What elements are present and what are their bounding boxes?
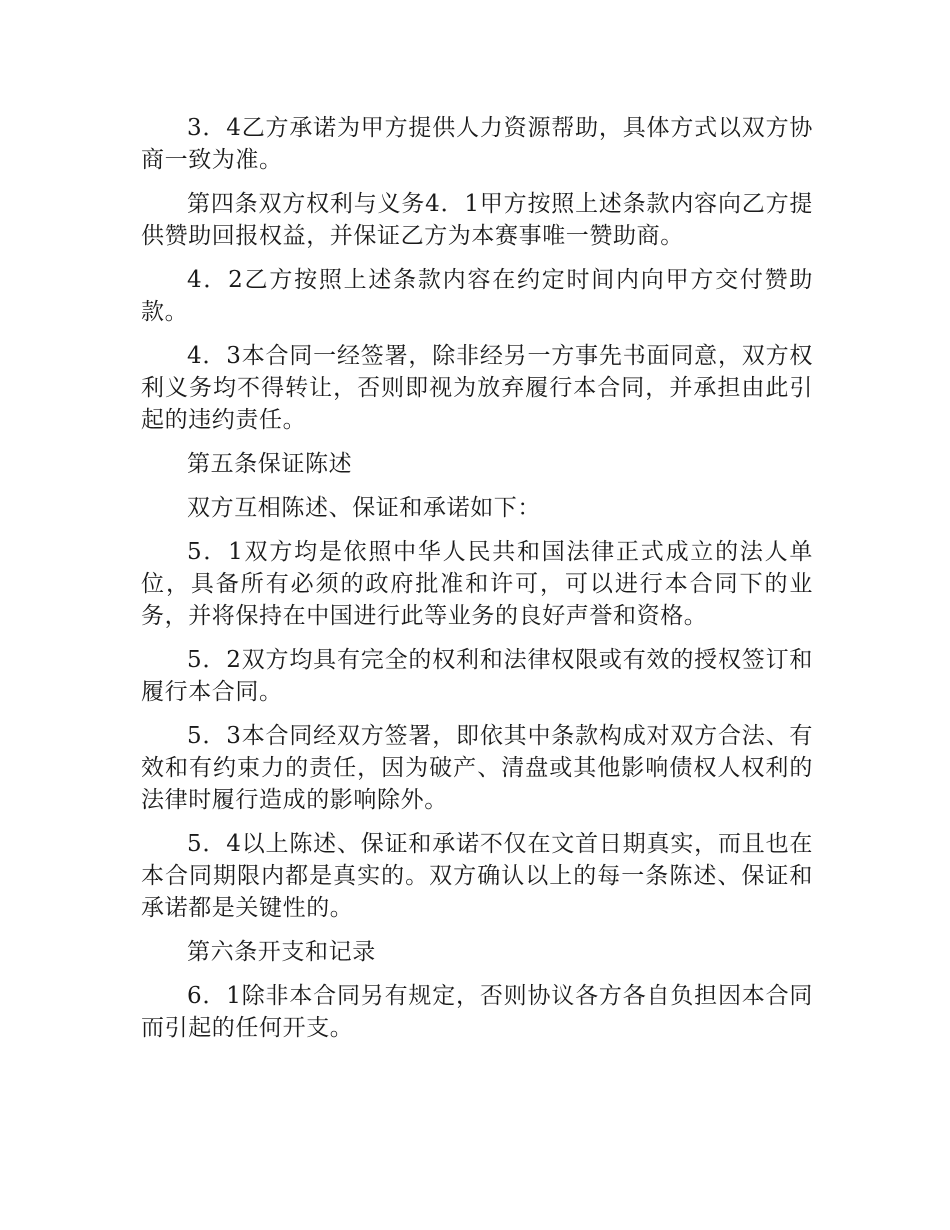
paragraph-5-4: 5．4以上陈述、保证和承诺不仅在文首日期真实，而且也在本合同期限内都是真实的。双方确认以上的每一条陈述、保证和承诺都是关键性的。 — [141, 831, 813, 921]
paragraph-4-3: 4．3本合同一经签署，除非经另一方事先书面同意，双方权利义务均不得转让，否则即视为放弃履行本合同，并承担由此引起的违约责任。 — [141, 343, 813, 433]
paragraph-4-2: 4．2乙方按照上述条款内容在约定时间内向甲方交付赞助款。 — [141, 267, 813, 325]
paragraph-6-1: 6．1除非本合同另有规定，否则协议各方各自负担因本合同而引起的任何开支。 — [141, 983, 813, 1041]
document-body — [141, 112, 813, 1056]
paragraph-intro-5: 双方互相陈述、保证和承诺如下： — [187, 495, 541, 521]
paragraph-article-4: 第四条双方权利与义务4．1甲方按照上述条款内容向乙方提供赞助回报权益，并保证乙方为本赛事唯一赞助商。 — [141, 191, 813, 249]
paragraph-5-1: 5．1双方均是依照中华人民共和国法律正式成立的法人单位，具备所有必须的政府批准和许可，可以进行本合同下的业务，并将保持在中国进行此等业务的良好声誉和资格。 — [141, 539, 813, 629]
paragraph-5-3: 5．3本合同经双方签署，即依其中条款构成对双方合法、有效和有约束力的责任，因为破产、清盘或其他影响债权人权利的法律时履行造成的影响除外。 — [141, 723, 813, 813]
paragraph-3-4: 3．4乙方承诺为甲方提供人力资源帮助，具体方式以双方协商一致为准。 — [141, 115, 813, 173]
heading-article-6: 第六条开支和记录 — [187, 939, 376, 965]
heading-article-5: 第五条保证陈述 — [187, 451, 353, 477]
paragraph-5-2: 5．2双方均具有完全的权利和法律权限或有效的授权签订和履行本合同。 — [141, 647, 813, 705]
